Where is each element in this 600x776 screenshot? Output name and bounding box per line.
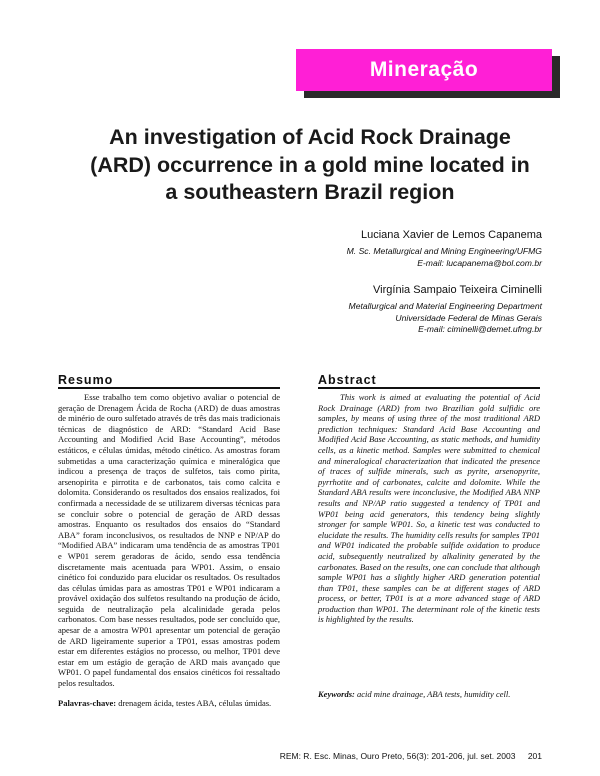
author-email: E-mail: lucapanema@bol.com.br xyxy=(417,257,542,268)
author-name: Virgínia Sampaio Teixeira Ciminelli xyxy=(373,284,542,296)
keywords-label: Keywords: xyxy=(318,689,355,699)
abstract-body xyxy=(318,392,540,625)
abstract-rule xyxy=(318,387,540,389)
title-line: a southeastern Brazil region xyxy=(165,180,455,204)
article-title xyxy=(40,124,580,207)
keywords-text: acid mine drainage, ABA tests, humidity cell. xyxy=(356,689,511,699)
page-footer xyxy=(280,751,542,761)
title-line: An investigation of Acid Rock Drainage xyxy=(109,125,511,149)
keywords-label: Palavras-chave: xyxy=(58,698,117,708)
resumo-body xyxy=(58,392,280,689)
resumo-keywords xyxy=(58,698,280,709)
author-affiliation: M. Sc. Metallurgical and Mining Engineering/UFMG xyxy=(346,246,542,256)
citation: REM: R. Esc. Minas, Ouro Preto, 56(3): 201-206, jul. set. 2003 xyxy=(279,751,516,761)
title-line: (ARD) occurrence in a gold mine located in xyxy=(90,152,530,177)
author-affiliation: Metallurgical and Material Engineering Department xyxy=(348,301,542,311)
abstract-keywords xyxy=(318,689,540,700)
abstract-heading: Abstract xyxy=(318,373,377,387)
author-affiliation: Universidade Federal de Minas Gerais xyxy=(395,312,542,323)
keywords-text: drenagem ácida, testes ABA, células úmidas. xyxy=(118,698,272,708)
resumo-rule xyxy=(58,387,280,389)
author-2 xyxy=(349,283,542,336)
resumo-text: Esse trabalho tem como objetivo avaliar o potencial de geração de Drenagem Ácida de Rocha (ARD) de duas amostras de minério de ouro sulfetado através de três das mais tradicionais técnicas de diagnóstico de ARD: “Standard Acid Base Accounting and Modified Acid Base Accounting”, métodos estáticos, e células úmidas, método cinético. As amostras foram submetidas a uma caracterização química e mineralógica que indicou a presença de traços de sulfetos, tais como pirita, arsenopirita e pirrotita e de carbonatos, tais como calcita e dolomita. Considerando os resultados dos ensaios realizados, foi confirmada a necessidade de se utilizarem diversas técnicas para se concluir sobre o potencial de geração de ARD dessas amostras. Enquanto os resultados dos ensaios do “Standard ABA” foram inconclusivos, os resultados de NNP e NP/AP do “Modified ABA” indicaram uma tendência de as amostras TP01 e WP01 serem geradoras de ácido, sendo essa tendência discretamente mais acentuada para WP01. Assim, o ensaio cinético foi conduzido para elucidar os resultados. Os resultados das células úmidas para as amostras TP01 e WP01 indicaram a provável oxidação dos sulfetos resultando na produção de ácido, seguida de neutralização pela alcalinidade gerada pelos carbonatos. Com base nesses resultados, pode ser concluído que, apesar de a amostra WP01 apresentar um potencial de geração de ARD ligeiramente superior a TP01, essas amostras podem estar em diferentes estágios no processo, ou melhor, TP01 deve estar em um estágio de geração de ARD mais avançado que WP01. O papel fundamental dos ensaios cinéticos foi ressaltado pelos resultados. xyxy=(58,392,280,689)
abstract-text: This work is aimed at evaluating the potential of Acid Rock Drainage (ARD) from two Brazilian gold sulfidic ore samples, by means of using three of the most traditional ARD prediction techniques: Standard Acid Base Accounting and Modified Acid Base Accounting, as static methods, and humidity cells, as a kinetic method. Samples were submitted to chemical and mineralogical characterization that indicated the presence of traces of sulfide minerals, such as pyrite, arsenopyrite, pyrrhotite and of carbonates, calcite and dolomite. While the Standard ABA results were inconclusive, the Modified ABA NNP results and NP/AP ratio suggested a tendency of TP01 and WP01 being acid generators, this tendency being slightly stronger for sample WP01. So, a kinetic test was conducted to elucidate the results. The humidity cells results for samples TP01 and WP01 indicated the probable sulfide oxidation to produce acid, subsequently neutralized by alkalinity generated by the carbonates. Based on the results, one can conclude that although sample WP01 has a slightly higher ARD generation potential than TP01, these samples can be at different stages of ARD process, or better, TP01 is at a more advanced stage of ARD production than WP01. The determinant role of the kinetic tests is highlighted by the results. xyxy=(318,392,540,625)
author-email: E-mail: ciminelli@demet.ufmg.br xyxy=(418,324,542,334)
section-banner: Mineração xyxy=(296,49,552,91)
author-1 xyxy=(347,228,542,269)
resumo-heading: Resumo xyxy=(58,373,114,387)
page-number: 201 xyxy=(527,751,542,761)
author-name: Luciana Xavier de Lemos Capanema xyxy=(360,229,542,241)
